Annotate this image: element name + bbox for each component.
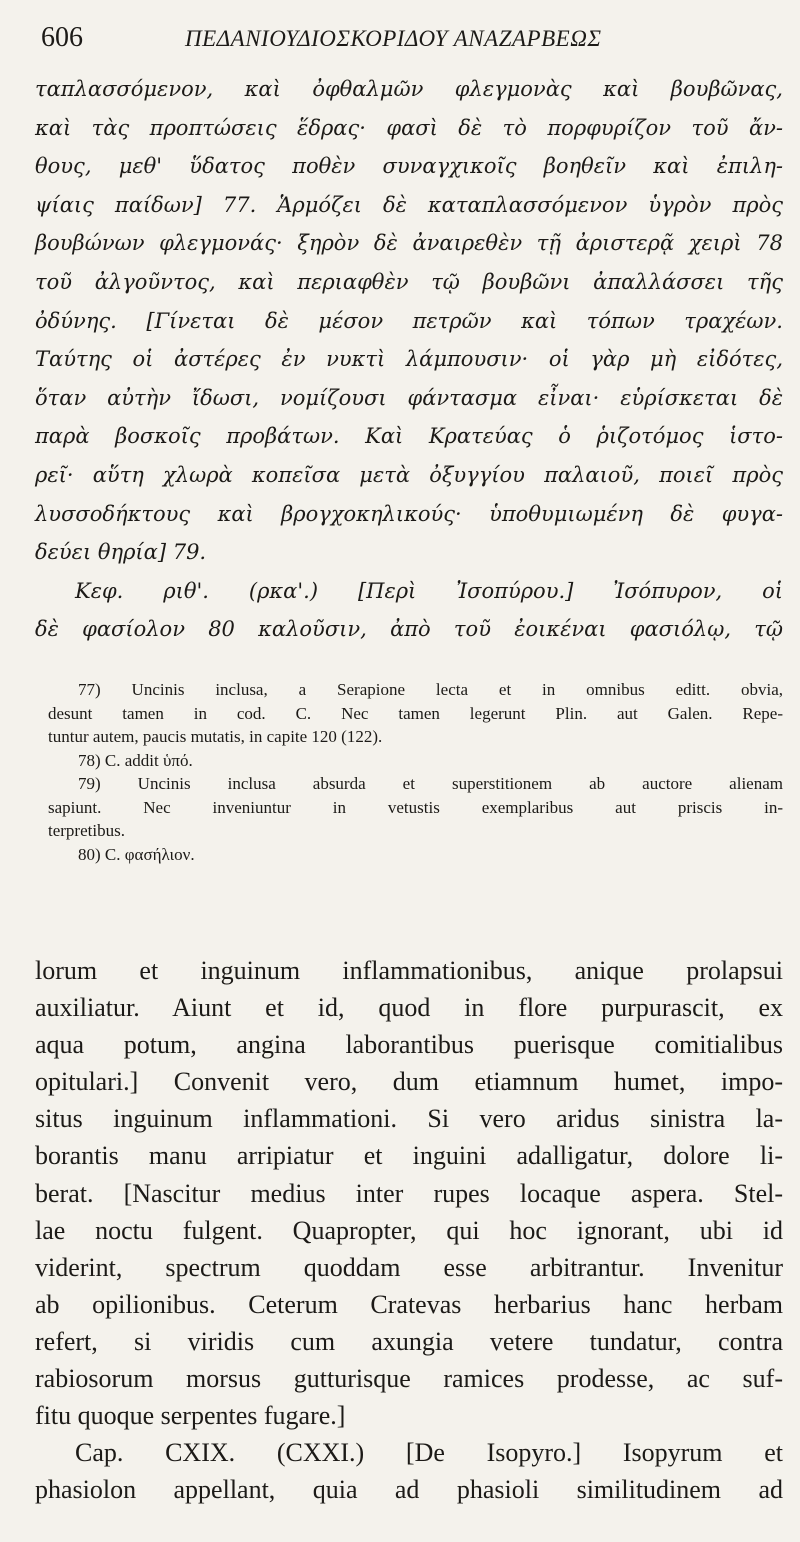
page-header: [35, 22, 775, 62]
greek-line: ρεῖ· αὕτη χλωρὰ κοπεῖσα μετὰ ὀξυγγίου παλαιοῦ, ποιεῖ πρὸς: [35, 462, 783, 487]
greek-chapter-heading: Κεφ. ριθ'. (ρκα'.) [Περὶ Ἰσοπύρου.] Ἰσόπυρον, οἱ: [75, 578, 783, 603]
greek-line: λυσσοδήκτους καὶ βρογχοκηλικούς· ὑποθυμιωμένη δὲ φυγα-: [35, 501, 783, 526]
greek-line: τοῦ ἀλγοῦντος, καὶ περιαφθὲν τῷ βουβῶνι ἀπαλλάσσει τῆς: [35, 269, 783, 294]
greek-line: δὲ φασίολον 80 καλοῦσιν, ἀπὸ τοῦ ἐοικέναι φασιόλῳ, τῷ: [35, 617, 783, 642]
latin-line: viderint, spectrum quoddam esse arbitrantur. Invenitur: [35, 1252, 783, 1282]
greek-line: βουβώνων φλεγμονάς· ξηρὸν δὲ ἀναιρεθὲν τῇ ἀριστερᾷ χειρὶ 78: [35, 231, 783, 256]
latin-chapter-heading: Cap. CXIX. (CXXI.) [De Isopyro.] Isopyrum et: [75, 1438, 783, 1468]
latin-line: lorum et inguinum inflammationibus, anique prolapsui: [35, 956, 783, 985]
latin-line: fitu quoque serpentes fugare.]: [35, 1401, 346, 1431]
greek-line: ταπλασσόμενον, καὶ ὀφθαλμῶν φλεγμονὰς καὶ βουβῶνας,: [35, 77, 783, 101]
greek-line: Ταύτης οἱ ἀστέρες ἐν νυκτὶ λάμπουσιν· οἱ γὰρ μὴ εἰδότες,: [35, 347, 783, 372]
footnote-79: 79) Uncinis inclusa absurda et superstitionem ab auctore alienam: [78, 774, 783, 793]
greek-line: ὅταν αὐτὴν ἴδωσι, νομίζουσι φάντασμα εἶναι· εὑρίσκεται δὲ: [35, 385, 783, 410]
footnote-line: terpretibus.: [48, 821, 125, 840]
running-title: ΠΕΔΑΝΙΟΥΔΙΟΣΚΟΡΙΔΟΥ ΑΝΑΖΑΡΒΕΩΣ: [185, 26, 602, 51]
latin-line: opitulari.] Convenit vero, dum etiamnum humet, impo-: [35, 1067, 783, 1097]
greek-line: θους, μεθ' ὕδατος ποθὲν συναγχικοῖς βοηθεῖν καὶ ἐπιλη-: [35, 154, 783, 179]
latin-line: aqua potum, angina laborantibus puerisque comitialibus: [35, 1030, 783, 1060]
greek-line: ψίαις παίδων] 77. Ἁρμόζει δὲ καταπλασσόμενον ὑγρὸν πρὸς: [35, 192, 783, 217]
latin-line: phasiolon appellant, quia ad phasioli similitudinem ad: [35, 1475, 783, 1505]
latin-text-block: [35, 952, 783, 1508]
latin-line: berat. [Nascitur medius inter rupes locaque aspera. Stel-: [35, 1178, 783, 1208]
latin-line: rabiosorum morsus gutturisque ramices prodesse, ac suf-: [35, 1364, 783, 1394]
greek-line: καὶ τὰς προπτώσεις ἕδρας· φασὶ δὲ τὸ πορφυρίζον τοῦ ἄν-: [35, 115, 783, 140]
latin-line: refert, si viridis cum axungia vetere tundatur, contra: [35, 1326, 783, 1356]
greek-line: παρὰ βοσκοῖς προβάτων. Καὶ Κρατεύας ὁ ῥιζοτόμος ἱστο-: [35, 424, 783, 449]
footnotes-block: [48, 678, 783, 866]
footnote-line: tuntur autem, paucis mutatis, in capite 120 (122).: [48, 727, 383, 746]
page-number: 606: [41, 22, 83, 53]
greek-text-block: [35, 70, 783, 649]
latin-line: auxiliatur. Aiunt et id, quod in flore purpurascit, ex: [35, 993, 783, 1023]
greek-line: ὀδύνης. [Γίνεται δὲ μέσον πετρῶν καὶ τόπων τραχέων.: [35, 308, 783, 333]
latin-line: borantis manu arripiatur et inguini adalligatur, dolore li-: [35, 1141, 783, 1171]
greek-line: δεύει θηρία] 79.: [35, 540, 207, 565]
footnote-80: 80) C. φασήλιον.: [78, 844, 195, 864]
footnote-78: 78) C. addit ὑπό.: [78, 750, 193, 770]
latin-line: ab opilionibus. Ceterum Cratevas herbarius hanc herbam: [35, 1289, 783, 1319]
footnote-line: sapiunt. Nec inveniuntur in vetustis exemplaribus aut priscis in-: [48, 797, 783, 817]
footnote-line: desunt tamen in cod. C. Nec tamen legerunt Plin. aut Galen. Repe-: [48, 703, 783, 723]
latin-line: lae noctu fulgent. Quapropter, qui hoc ignorant, ubi id: [35, 1215, 783, 1245]
footnote-77: 77) Uncinis inclusa, a Serapione lecta et in omnibus editt. obvia,: [78, 680, 783, 699]
latin-line: situs inguinum inflammationi. Si vero aridus sinistra la-: [35, 1104, 783, 1134]
